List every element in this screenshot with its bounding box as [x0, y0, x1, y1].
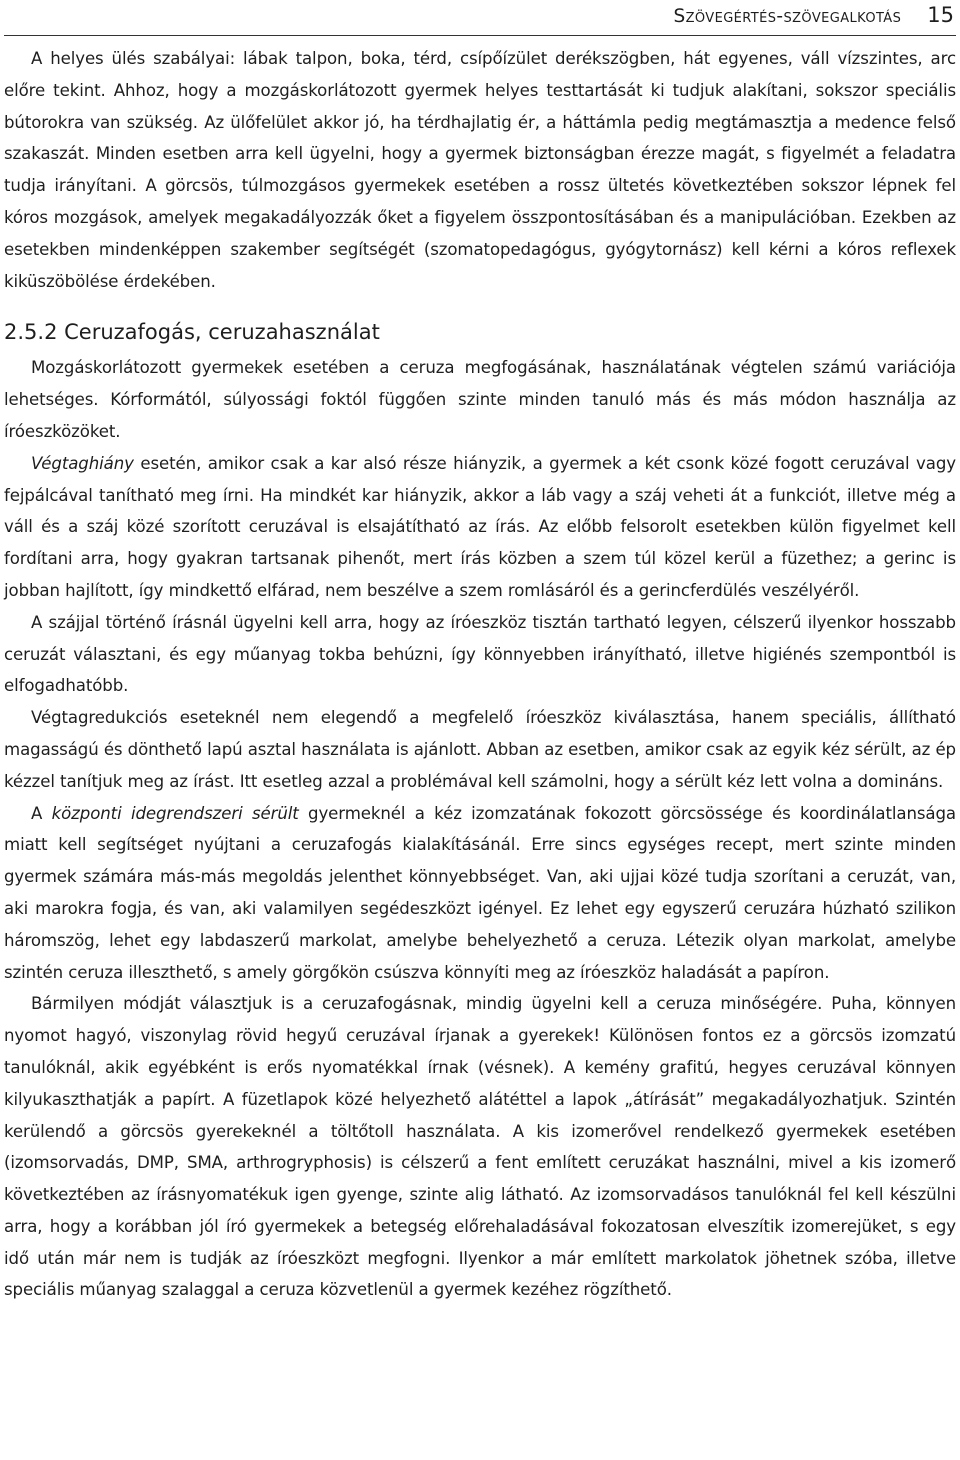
paragraph-pencil-quality: Bármilyen módját választjuk is a ceruzafogásnak, mindig ügyelni kell a ceruza minőségére. Puha, könnyen nyomot hagyó, viszonylag rövid hegyű ceruzával írjanak a gyerekek! Különösen fontos ez a görcsös izomzatú tanulóknál, akik egyébként is erős nyomatékkal írnak (vésnek). A kemény grafitú, hegyes ceruzával könnyen kilyukaszthatják a papírt. A füzetlapok közé helyezhető alátéttel a lapok „átírását” megakadályozhatjuk. Szintén kerülendő a görcsös gyerekeknél a töltőtoll használata. A kis izomerővel rendelkező gyermekek esetében (izomsorvadás, DMP, SMA, arthrogryphosis) is célszerű a fent említett ceruzákat használni, mivel a kis izomerő következtében az írásnyomatékuk igen gyenge, szinte alig látható. Az izomsorvadásos tanulóknál fel kell készülni arra, hogy a korábban jól író gyermekek a betegség előrehaladásával fokozatosan elveszítik izomerejüket, s egy idő után már nem is tudják az íróeszközt megfogni. Ilyenkor a már említett markolatok jöhetnek szóba, illetve speciális műanyag szalaggal a ceruza közvetlenül a gyermek kezéhez rögzíthető. — [4, 994, 956, 1300]
section-heading: 2.5.2 Ceruzafogás, ceruzahasználat — [4, 320, 380, 345]
document-page — [4, 0, 956, 1460]
term-cns-injury: központi idegrendszeri sérült — [51, 803, 299, 823]
header-rule — [4, 35, 956, 36]
paragraph-limb-reduction: Végtagredukciós eseteknél nem elegendő a megfelelő íróeszköz kiválasztása, hanem speciális, állítható magasságú és dönthető lapú asztal használata is ajánlott. Abban az esetben, amikor csak az egyik kéz sérült, az ép kézzel tanítjuk meg az írást. Itt esetleg azzal a problémával kell számolni, hogy a sérült kéz lett volna a domináns. — [4, 708, 956, 791]
running-header-title: Szövegértés-szövegalkotás — [673, 6, 902, 27]
body-text — [4, 43, 956, 1306]
paragraph-variations: Mozgáskorlátozott gyermekek esetében a ceruza megfogásának, használatának végtelen számú variációja lehetséges. Kórformától, súlyossági foktól függően szinte minden tanuló más és más módon használja az íróeszközöket. — [4, 358, 956, 441]
paragraph-limb-deficiency — [4, 448, 956, 607]
paragraph-mouth-writing: A szájjal történő írásnál ügyelni kell arra, hogy az íróeszköz tisztán tartható legyen, célszerű ilyenkor hosszabb ceruzát választani, és egy műanyag tokba behúzni, így könnyebben irányítható, illetve higiénés szempontból is elfogadhatóbb. — [4, 612, 956, 696]
paragraph-cns-injury-text: gyermeknél a kéz izomzatának fokozott görcsössége és koordinálatlansága miatt kell segítséget nyújtani a ceruzafogás kialakításánál. Erre sincs egységes recept, mert szinte minden gyermek számára más-más megoldás jelenthet könnyebbséget. Van, aki ujjai közé tudja szorítani a ceruzát, van, aki marokra fogja, és van, aki valamilyen segédeszközt igényel. Ez lehet egy egyszerű ceruzára húzható szilikon háromszög, lehet egy labdaszerű markolat, amelybe behelyezhető a ceruza. Létezik olyan markolat, amelybe szintén ceruza illeszthető, s amely görgőkön csúszva könnyíti meg az íróeszköz haladását a papíron. — [4, 803, 957, 982]
term-limb-deficiency: Végtaghiány — [31, 453, 134, 473]
page-number: 15 — [927, 3, 954, 27]
running-header — [673, 3, 954, 31]
paragraph-cns-injury — [4, 798, 956, 989]
paragraph-limb-deficiency-text: esetén, amikor csak a kar alsó része hiányzik, a gyermek a két csonk közé fogott ceruzával vagy fejpálcával tanítható meg írni. Ha mindkét kar hiányzik, akkor a láb vagy a száj veheti át a funkciót, illetve még a váll és a száj közé szorított ceruzával is elsajátítható az írás. Az előbb felsorolt esetekben külön figyelmet kell fordítani arra, hogy gyakran tartsanak pihenőt, mert írás közben a szem túl közel kerül a füzethez; a gerinc is jobban hajlított, így mindkettő elfárad, nem beszélve a szem romlásáról és a gerincferdülés veszélyéről. — [4, 453, 956, 600]
paragraph-cns-lead: A — [31, 803, 52, 823]
intro-paragraph: A helyes ülés szabályai: lábak talpon, boka, térd, csípőízület derékszögben, hát egyenes, váll vízszintes, arc előre tekint. Ahhoz, hogy a mozgáskorlátozott gyermek helyes testtartását ki tudjuk alakítani, sokszor speciális bútorokra van szükség. Az ülőfelület akkor jó, ha térdhajlatig ér, a háttámla pedig megtámasztja a medence felső szakaszát. Minden esetben arra kell ügyelni, hogy a gyermek biztonságban érezze magát, s figyelmét a feladatra tudja irányítani. A görcsös, túlmozgásos gyermekek esetében a rossz ültetés következtében sokszor lépnek fel kóros mozgások, amelyek megakadályozzák őket a figyelem összpontosításában és a manipulációban. Ezekben az esetekben mindenképpen szakember segítségét (szomatopedagógus, gyógytornász) kell kérni a kóros reflexek kiküszöbölése érdekében. — [4, 49, 956, 291]
